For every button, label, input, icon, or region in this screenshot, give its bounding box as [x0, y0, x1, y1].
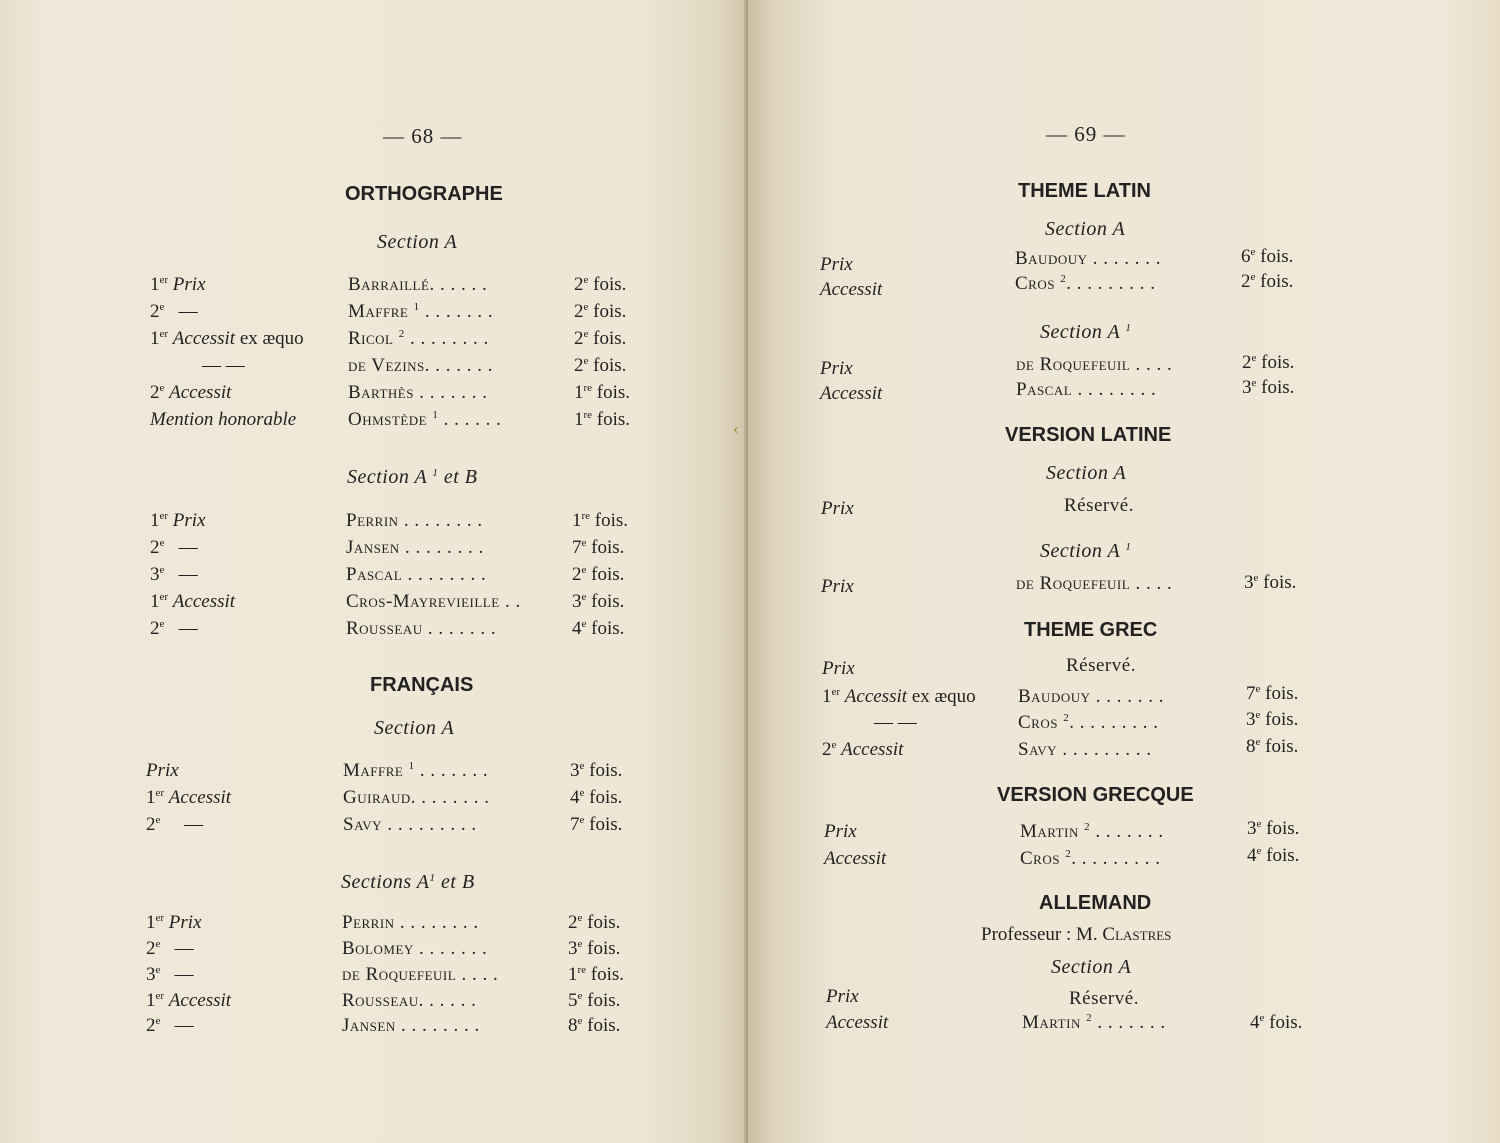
list-item: 3e — Pascal . . . . . . . . 2e fois. — [150, 564, 625, 585]
list-item: 1er Accessit ex æquo Ricol $^2$ . . . . . . . . 2e fois. — [150, 328, 627, 349]
list-item: — — Cros $^2$. . . . . . . . . 3e fois. — [874, 709, 1299, 733]
heading-francais: FRANÇAIS — [370, 674, 474, 696]
list-item: 2e — Bolomey . . . . . . . 3e fois. — [146, 938, 621, 959]
section-title: Sections $A^1$ et B — [341, 871, 475, 893]
list-item: Accessit Cros $^2$. . . . . . . . . 2e fois. — [820, 271, 1294, 300]
professor-line: Professeur : M. Clastres — [981, 924, 1172, 945]
list-item: 2e — Rousseau . . . . . . . 4e fois. — [150, 618, 625, 639]
list-item: Prix Maffre $^1$ . . . . . . . 3e fois. — [146, 760, 623, 781]
list-item: 2e Accessit Barthès . . . . . . . 1re fois. — [150, 382, 631, 403]
list-item: 1er Accessit Rousseau. . . . . . 5e fois. — [146, 990, 621, 1011]
list-item: Accessit Pascal . . . . . . . . 3e fois. — [820, 377, 1295, 404]
heading-theme-latin: THEME LATIN — [1018, 180, 1151, 202]
heading-orthographe: ORTHOGRAPHE — [345, 183, 503, 205]
heading-version-latine: VERSION LATINE — [1005, 424, 1172, 446]
list-item: Mention honorable Ohmstède $^1$ . . . . . . 1re fois. — [150, 409, 631, 430]
page-68 — [0, 0, 748, 1143]
list-item: 1er Accessit Cros-Mayrevieille . . 3e fois. — [150, 591, 625, 612]
list-item: Accessit Martin $^2$ . . . . . . . 4e fois. — [826, 1012, 1303, 1033]
list-item: Prix Baudouy . . . . . . . 6e fois. — [820, 246, 1294, 275]
section-title: Section A — [1046, 462, 1127, 484]
list-item: 2e — Jansen . . . . . . . . 8e fois. — [146, 1015, 621, 1036]
section-title: Section A $^1$ et B — [347, 466, 478, 488]
page-number: — 68 — — [383, 124, 463, 148]
list-item: Prix de Roquefeuil . . . . 2e fois. — [820, 352, 1295, 379]
margin-mark: ‹ — [733, 418, 739, 438]
list-item: — — de Vezins. . . . . . . 2e fois. — [202, 355, 627, 376]
list-item: 2e — Savy . . . . . . . . . 7e fois. — [146, 814, 623, 835]
list-item: Prix Martin $^2$ . . . . . . . 3e fois. — [824, 818, 1300, 842]
list-item: 2e Accessit Savy . . . . . . . . . 8e fois. — [822, 736, 1299, 760]
heading-allemand: ALLEMAND — [1039, 892, 1152, 914]
list-item: Prix Réservé. — [821, 495, 1134, 519]
list-item: Prix Réservé. — [826, 986, 1139, 1009]
section-title: Section A — [1045, 218, 1126, 240]
list-item: 1er Accessit Guiraud. . . . . . . . 4e fois. — [146, 787, 623, 808]
list-item: Prix Réservé. — [822, 655, 1136, 679]
list-item: 3e — de Roquefeuil . . . . 1re fois. — [146, 964, 625, 985]
section-title: Section A — [1051, 956, 1132, 978]
list-item: 1er Prix Perrin . . . . . . . . 1re fois. — [150, 510, 629, 531]
section-title: Section A $^1$ — [1040, 321, 1132, 343]
list-item: 1er Accessit ex æquo Baudouy . . . . . . . 7e fois. — [822, 683, 1299, 707]
list-item: Accessit Cros $^2$. . . . . . . . . 4e fois. — [824, 845, 1300, 869]
section-title: Section A $^1$ — [1040, 540, 1132, 562]
list-item: 2e — Jansen . . . . . . . . 7e fois. — [150, 537, 625, 558]
section-title: Section A — [374, 717, 455, 739]
section-title: Section A — [377, 231, 458, 253]
page-69 — [748, 0, 1500, 1143]
list-item: 1er Prix Perrin . . . . . . . . 2e fois. — [146, 912, 621, 933]
heading-version-grecque: VERSION GRECQUE — [997, 784, 1194, 806]
heading-theme-grec: THEME GREC — [1024, 619, 1158, 641]
list-item: 1er Prix Barraillé. . . . . . 2e fois. — [150, 274, 627, 295]
list-item: Prix de Roquefeuil . . . . 3e fois. — [821, 572, 1297, 597]
page-number: — 69 — — [1046, 122, 1126, 146]
list-item: 2e — Maffre $^1$ . . . . . . . 2e fois. — [150, 301, 627, 322]
